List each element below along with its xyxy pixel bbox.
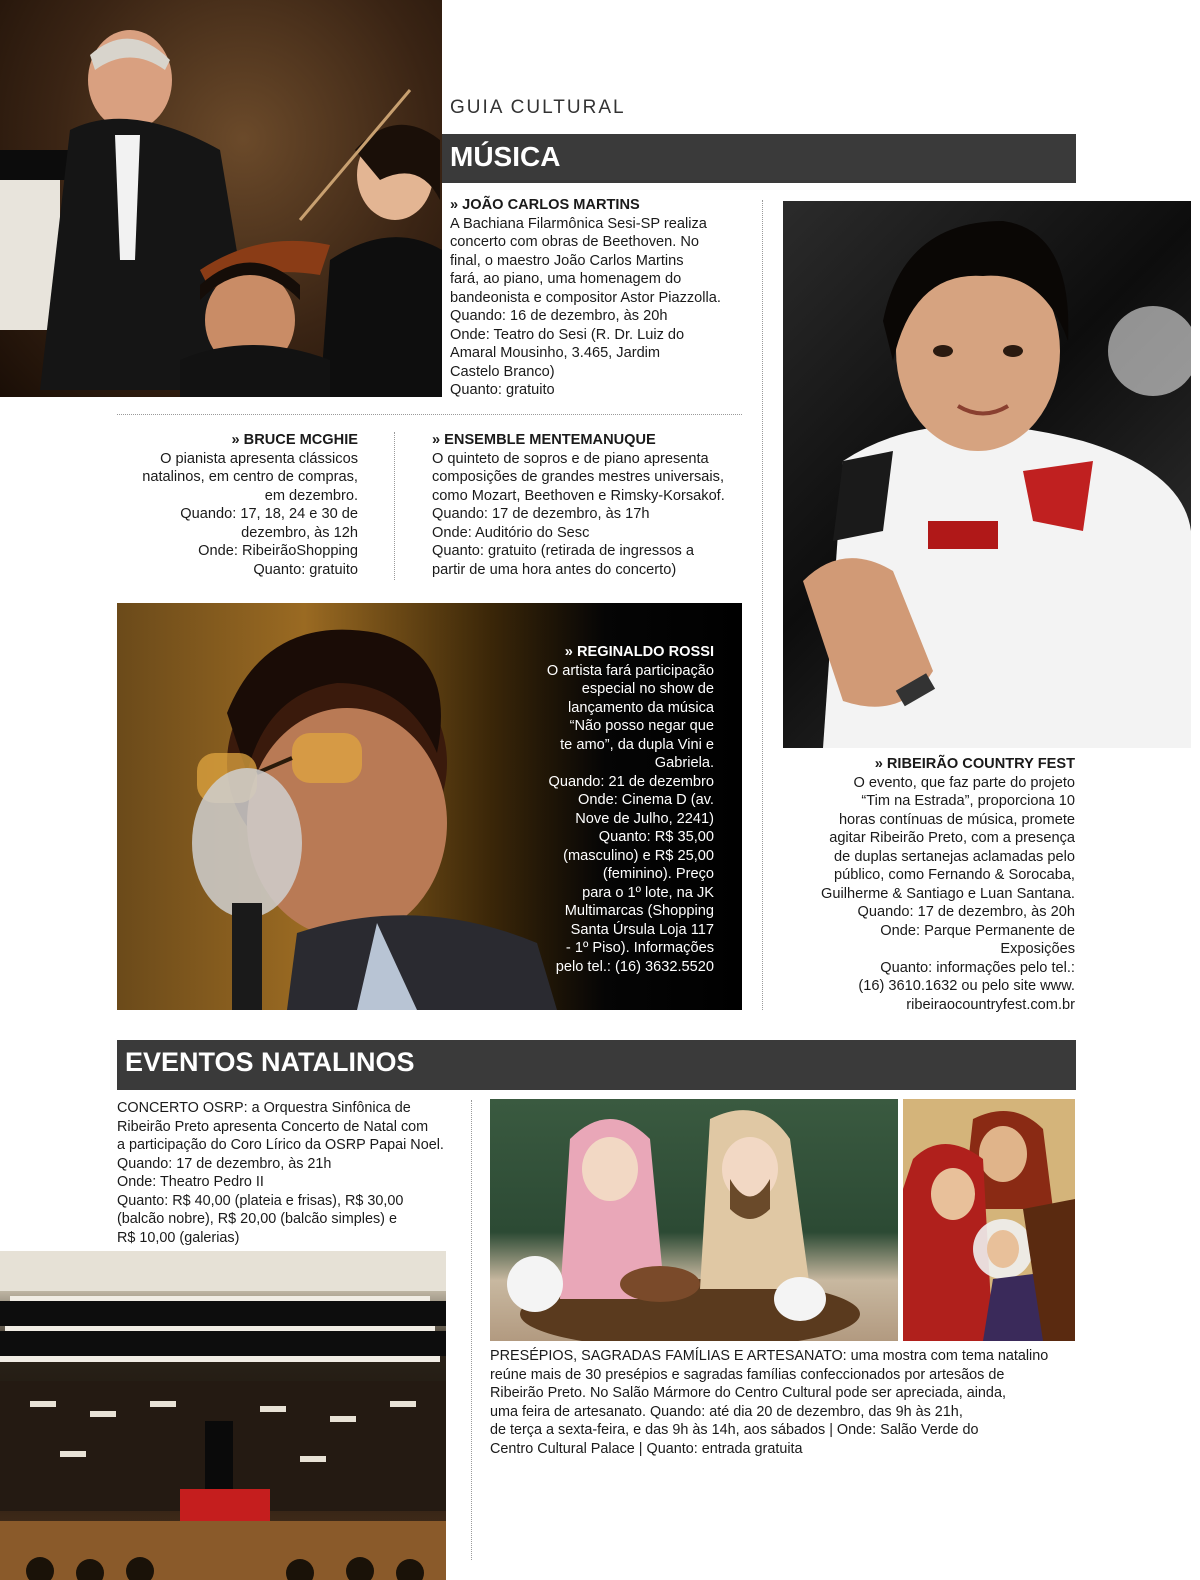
article-line: Quanto: informações pelo tel.: bbox=[880, 959, 1075, 976]
article-line: O artista fará participação bbox=[546, 662, 714, 679]
column-divider bbox=[762, 200, 763, 1010]
article-line: te amo”, da dupla Vini e bbox=[560, 736, 714, 753]
article-line: para o 1º lote, na JK bbox=[582, 884, 714, 901]
article-line: Quanto: gratuito (retirada de ingressos a bbox=[432, 543, 695, 559]
article-line: R$ 10,00 (galerias) bbox=[117, 1229, 240, 1246]
article-line: Ribeirão Preto apresenta Concerto de Natal com bbox=[117, 1118, 429, 1135]
article-heading: » REGINALDO ROSSI bbox=[564, 644, 714, 660]
article-line: Quanto: R$ 35,00 bbox=[598, 829, 714, 845]
article-line: “Não posso negar que bbox=[569, 718, 714, 734]
article-joao-carlos-martins bbox=[450, 196, 760, 400]
article-line: CONCERTO OSRP: a Orquestra Sinfônica de bbox=[117, 1100, 411, 1116]
article-line: público, como Fernando & Sorocaba, bbox=[834, 867, 1075, 883]
article-line: natalinos, em centro de compras, bbox=[142, 469, 358, 485]
article-line: Nove de Julho, 2241) bbox=[575, 810, 714, 827]
article-line: (feminino). Preço bbox=[602, 866, 714, 882]
article-line: Onde: RibeirãoShopping bbox=[198, 543, 358, 559]
article-line: horas contínuas de música, promete bbox=[838, 811, 1075, 828]
article-line: A Bachiana Filarmônica Sesi-SP realiza bbox=[450, 215, 707, 232]
article-line: “Tim na Estrada”, proporciona 10 bbox=[861, 793, 1075, 809]
presepio-scene bbox=[490, 1099, 898, 1341]
article-line: concerto com obras de Beethoven. No bbox=[450, 234, 700, 250]
article-line: reúne mais de 30 presépios e sagradas famílias confeccionados por artesãos de bbox=[490, 1366, 1005, 1383]
article-line: Quando: 17 de dezembro, às 17h bbox=[432, 506, 650, 522]
article-line: em dezembro. bbox=[264, 487, 358, 504]
maestro-scene bbox=[0, 0, 442, 397]
article-line: uma feira de artesanato. Quando: até dia 20 de dezembro, das 9h às 21h, bbox=[490, 1403, 963, 1420]
article-bruce-mcghie bbox=[117, 431, 358, 579]
article-line: Quando: 17, 18, 24 e 30 de bbox=[180, 506, 358, 522]
orchestra-scene bbox=[0, 1251, 446, 1580]
article-line: Ribeirão Preto. No Salão Mármore do Centro Cultural pode ser apreciada, ainda, bbox=[490, 1385, 1006, 1401]
article-line: Quanto: gratuito bbox=[450, 382, 555, 398]
article-heading: » ENSEMBLE MENTEMANUQUE bbox=[432, 432, 656, 448]
article-line: composições de grandes mestres universais, bbox=[432, 469, 725, 485]
article-concerto-osrp bbox=[117, 1099, 467, 1247]
article-line: Onde: Cinema D (av. bbox=[578, 792, 714, 808]
article-line: Quanto: gratuito bbox=[253, 561, 358, 578]
article-heading: » BRUCE MCGHIE bbox=[231, 432, 358, 448]
article-line: dezembro, às 12h bbox=[241, 524, 358, 541]
photo-presepio bbox=[490, 1099, 898, 1341]
article-line: O pianista apresenta clássicos bbox=[160, 450, 358, 467]
article-line: pelo tel.: (16) 3632.5520 bbox=[555, 958, 714, 975]
article-line: Quando: 17 de dezembro, às 21h bbox=[117, 1155, 332, 1172]
article-line: agitar Ribeirão Preto, com a presença bbox=[829, 830, 1075, 846]
article-line: lançamento da música bbox=[567, 699, 714, 716]
article-line: Onde: Auditório do Sesc bbox=[432, 524, 590, 541]
section-label: GUIA CULTURAL bbox=[450, 97, 626, 118]
photo-sagrada-familia bbox=[903, 1099, 1075, 1341]
article-ribeirao-country-fest bbox=[790, 755, 1075, 1014]
article-presepios bbox=[490, 1347, 1080, 1458]
article-line: Amaral Mousinho, 3.465, Jardim bbox=[450, 345, 661, 361]
article-line: - 1º Piso). Informações bbox=[565, 940, 714, 956]
article-line: especial no show de bbox=[581, 681, 714, 697]
article-line: (16) 3610.1632 ou pelo site www. bbox=[858, 978, 1075, 994]
article-line: bandeonista e compositor Astor Piazzolla. bbox=[450, 289, 721, 306]
row-divider bbox=[117, 414, 742, 415]
singer-scene bbox=[783, 201, 1191, 748]
article-line: (balcão nobre), R$ 20,00 (balcão simples) e bbox=[117, 1211, 397, 1227]
article-line: a participação do Coro Lírico da OSRP Papai Noel. bbox=[117, 1137, 444, 1153]
article-line: Guilherme & Santiago e Luan Santana. bbox=[821, 885, 1075, 902]
article-line: (masculino) e R$ 25,00 bbox=[563, 847, 714, 864]
article-line: Exposições bbox=[1000, 941, 1075, 957]
article-line: Gabriela. bbox=[654, 755, 714, 771]
article-line: de terça a sexta-feira, e das 9h às 14h, aos sábados | Onde: Salão Verde do bbox=[490, 1422, 979, 1438]
article-line: final, o maestro João Carlos Martins bbox=[450, 252, 684, 269]
section-bar-musica bbox=[442, 134, 1076, 183]
article-heading: » RIBEIRÃO COUNTRY FEST bbox=[874, 756, 1075, 772]
photo-country-singer bbox=[783, 201, 1191, 748]
article-ensemble-mentemanuque bbox=[432, 431, 752, 579]
photo-orchestra bbox=[0, 1251, 446, 1580]
article-line: de duplas sertanejas aclamadas pelo bbox=[834, 848, 1075, 865]
article-line: Multimarcas (Shopping bbox=[564, 903, 714, 919]
article-line: como Mozart, Beethoven e Rimsky-Korsakof. bbox=[432, 487, 725, 504]
article-line: ribeiraocountryfest.com.br bbox=[906, 996, 1075, 1013]
article-line: Onde: Parque Permanente de bbox=[880, 922, 1075, 939]
article-line: Onde: Teatro do Sesi (R. Dr. Luiz do bbox=[450, 326, 685, 343]
article-line: Centro Cultural Palace | Quanto: entrada gratuita bbox=[490, 1440, 803, 1457]
article-line: O quinteto de sopros e de piano apresenta bbox=[432, 450, 709, 467]
article-line: Quando: 21 de dezembro bbox=[548, 773, 714, 790]
section-title-eventos-natalinos: EVENTOS NATALINOS bbox=[125, 1047, 415, 1077]
article-line: fará, ao piano, uma homenagem do bbox=[450, 271, 682, 287]
section-title-musica: MÚSICA bbox=[450, 141, 561, 172]
section-bar-eventos-natalinos bbox=[117, 1040, 1076, 1090]
article-line: Quanto: R$ 40,00 (plateia e frisas), R$ 30,00 bbox=[117, 1192, 404, 1209]
article-reginaldo-rossi bbox=[480, 643, 714, 976]
article-line: Santa Úrsula Loja 117 bbox=[570, 921, 714, 938]
icon-painting-scene bbox=[903, 1099, 1075, 1341]
article-heading: » JOÃO CARLOS MARTINS bbox=[450, 197, 640, 213]
article-line: Quando: 17 de dezembro, às 20h bbox=[857, 904, 1075, 920]
photo-maestro-piano bbox=[0, 0, 442, 397]
column-divider bbox=[471, 1100, 472, 1560]
article-line: partir de uma hora antes do concerto) bbox=[432, 561, 677, 578]
column-divider bbox=[394, 432, 395, 580]
article-line: Onde: Theatro Pedro II bbox=[117, 1174, 264, 1190]
article-line: PRESÉPIOS, SAGRADAS FAMÍLIAS E ARTESANATO: uma mostra com tema natalino bbox=[490, 1348, 1049, 1364]
article-line: Castelo Branco) bbox=[450, 363, 555, 380]
article-line: O evento, que faz parte do projeto bbox=[853, 774, 1075, 791]
article-line: Quando: 16 de dezembro, às 20h bbox=[450, 308, 668, 324]
